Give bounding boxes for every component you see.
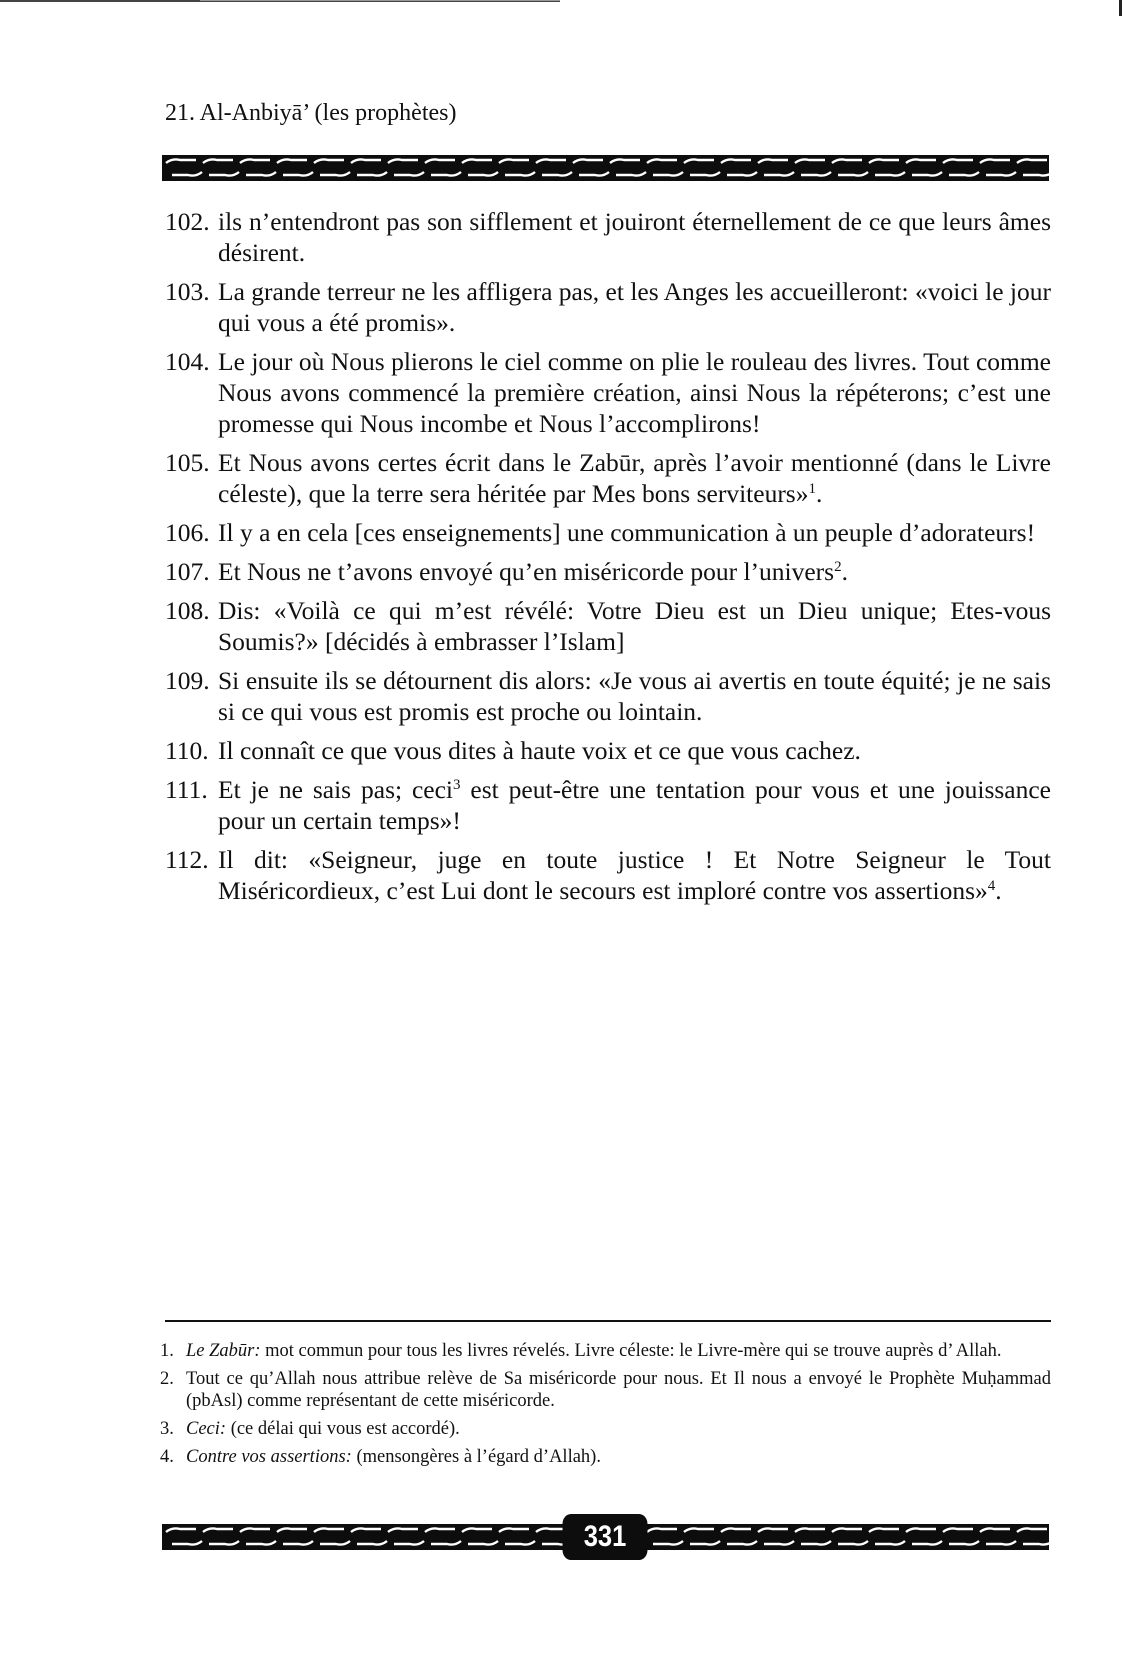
verse-number: 110. [165, 736, 209, 765]
chain-link [431, 1541, 461, 1545]
chain-link [801, 172, 831, 176]
verse-text: Il dit: «Seigneur, juge en toute justice ! Et Notre Seigneur le Tout Miséricordieux, c’est Lui dont le secours est imploré contre vos assertions»$^4$. [218, 845, 1051, 905]
chain-link [172, 1541, 202, 1545]
chain-link [314, 1528, 344, 1532]
chain-link [240, 159, 270, 163]
chain-link [801, 1541, 831, 1545]
chain-link [758, 1528, 788, 1532]
chain-link [949, 172, 979, 176]
chain-link [647, 159, 677, 163]
chain-link [869, 1528, 899, 1532]
verse-number: 105. [165, 448, 210, 477]
footnote-text: Le Zabūr: mot commun pour tous les livres révelés. Livre céleste: le Livre-mère qui se trouve auprès d’ Allah. [186, 1341, 1002, 1361]
verse-number: 108. [165, 596, 210, 625]
chain-link [166, 159, 196, 163]
verse-text: Il connaît ce que vous dites à haute voix et ce que vous cachez. [218, 736, 861, 765]
chain-link [690, 172, 720, 176]
verse-number: 107. [165, 557, 210, 586]
chain-link [277, 159, 307, 163]
chain-link [462, 1528, 492, 1532]
chain-link [394, 172, 424, 176]
verse-item [165, 774, 1051, 836]
verse-number: 111. [165, 775, 208, 804]
chain-link [764, 1541, 794, 1545]
chain-link [505, 172, 535, 176]
verse-text: La grande terreur ne les affligera pas, et les Anges les accueilleront: «voici le jour qui vous a été promis». [218, 277, 1051, 337]
chain-link [1017, 1528, 1047, 1532]
verse-item [165, 665, 1051, 727]
page-number: 331 [563, 1514, 648, 1560]
footnote-ref: 2 [834, 559, 842, 575]
verse-item [165, 735, 1051, 766]
chain-link [499, 159, 529, 163]
verse-item [165, 206, 1051, 268]
chain-link [906, 159, 936, 163]
chain-link [499, 1528, 529, 1532]
footnote-item [160, 1340, 1051, 1362]
footnote-list [160, 1340, 1051, 1474]
footnote-item [160, 1368, 1051, 1412]
chain-link [351, 1528, 381, 1532]
chain-link [351, 159, 381, 163]
footnote-ref: 1 [808, 481, 816, 497]
verse-text: Et Nous avons certes écrit dans le Zabūr, après l’avoir mentionné (dans le Livre céleste), que la terre sera héritée par Mes bons serviteurs»$^1$. [218, 448, 1051, 508]
footnote-term: Le Zabūr: [186, 1341, 261, 1361]
chain-link [240, 1528, 270, 1532]
chain-link [869, 159, 899, 163]
chain-link [610, 159, 640, 163]
chain-link [462, 159, 492, 163]
chain-link [832, 159, 862, 163]
chain-link [209, 172, 239, 176]
chain-link [906, 1528, 936, 1532]
verse-number: 112. [165, 845, 209, 874]
chain-link [795, 159, 825, 163]
footnote-term: Contre vos assertions: [186, 1447, 352, 1467]
verse-text: ils n’entendront pas son sifflement et jouiront éternellement de ce que leurs âmes désirent. [218, 207, 1051, 267]
chain-link [986, 172, 1016, 176]
chain-link [209, 1541, 239, 1545]
chain-link [314, 159, 344, 163]
chain-link [203, 159, 233, 163]
scan-corner-mark [1119, 0, 1122, 16]
chain-link [573, 159, 603, 163]
chain-link [949, 1541, 979, 1545]
chain-link [394, 1541, 424, 1545]
chain-link [912, 1541, 942, 1545]
chain-link [616, 172, 646, 176]
chain-link [388, 159, 418, 163]
chain-link [357, 1541, 387, 1545]
footnote-number: 4. [160, 1447, 174, 1467]
verse-text: Et Nous ne t’avons envoyé qu’en miséricorde pour l’univers$^2$. [218, 557, 848, 586]
chain-link [468, 172, 498, 176]
chain-link [1017, 159, 1047, 163]
footnote-ref: 4 [987, 878, 996, 894]
chain-link [357, 172, 387, 176]
chain-link [943, 159, 973, 163]
verse-number: 102. [165, 207, 210, 236]
chain-link [425, 159, 455, 163]
chain-link [468, 1541, 498, 1545]
verse-number: 103. [165, 277, 210, 306]
chain-link [795, 1528, 825, 1532]
chain-link [838, 172, 868, 176]
footnote-item [160, 1418, 1051, 1440]
verse-number: 109. [165, 666, 210, 695]
chain-link [875, 172, 905, 176]
footnote-ref: 3 [453, 777, 461, 793]
chain-link [684, 159, 714, 163]
footnote-text: Ceci: (ce délai qui vous est accordé). [186, 1419, 460, 1439]
chain-link [1023, 172, 1049, 176]
chain-link [536, 1528, 566, 1532]
chain-link [980, 1528, 1010, 1532]
footnote-text: Tout ce qu’Allah nous attribue relève de Sa miséricorde pour nous. Et Il nous a envoyé le Prophète Muḥammad (pbAsl) comme représentant de cette miséricorde. [186, 1369, 1051, 1411]
chain-link [320, 1541, 350, 1545]
chain-link [943, 1528, 973, 1532]
chain-link [721, 1528, 751, 1532]
chain-link [684, 1528, 714, 1532]
chain-link [246, 172, 276, 176]
chain-link [536, 159, 566, 163]
verse-number: 106. [165, 518, 210, 547]
chain-link [980, 159, 1010, 163]
chain-link [246, 1541, 276, 1545]
footnote-item [160, 1446, 1051, 1468]
chain-link [912, 172, 942, 176]
chain-link [431, 172, 461, 176]
footnote-number: 1. [160, 1341, 174, 1361]
chain-link [166, 1528, 196, 1532]
verse-item [165, 556, 1051, 587]
chain-link [172, 172, 202, 176]
chain-link [579, 172, 609, 176]
chain-pattern [162, 155, 1049, 181]
footnote-number: 2. [160, 1369, 174, 1389]
chain-link [320, 172, 350, 176]
verse-item [165, 517, 1051, 548]
chain-link [838, 1541, 868, 1545]
verse-list [165, 206, 1051, 914]
verse-number: 104. [165, 347, 210, 376]
chain-link [505, 1541, 535, 1545]
chain-link [727, 172, 757, 176]
verse-item [165, 447, 1051, 509]
chain-link [542, 172, 572, 176]
chain-link [277, 1528, 307, 1532]
chain-link [647, 1528, 677, 1532]
chain-link [832, 1528, 862, 1532]
chain-link [283, 1541, 313, 1545]
verse-text: Le jour où Nous plierons le ciel comme on plie le rouleau des livres. Tout comme Nous avons commencé la première création, ainsi Nous la répéterons; c’est une promesse qui Nous incombe et Nous l’accomplirons! [218, 347, 1051, 438]
scan-top-line-faint [200, 0, 560, 1]
verse-text: Il y a en cela [ces enseignements] une communication à un peuple d’adorateurs! [218, 518, 1036, 547]
verse-item [165, 844, 1051, 906]
chain-link [653, 1541, 683, 1545]
ornamental-band-top [162, 155, 1049, 181]
chain-link [875, 1541, 905, 1545]
verse-item [165, 595, 1051, 657]
chain-link [653, 172, 683, 176]
verse-text: Dis: «Voilà ce qui m’est révélé: Votre Dieu est un Dieu unique; Etes-vous Soumis?» [décidés à embrasser l’Islam] [218, 596, 1051, 656]
verse-item [165, 276, 1051, 338]
chain-link [721, 159, 751, 163]
chain-link [1023, 1541, 1049, 1545]
chain-link [986, 1541, 1016, 1545]
footnote-number: 3. [160, 1419, 174, 1439]
footnote-term: Ceci: [186, 1419, 227, 1439]
chain-link [203, 1528, 233, 1532]
verse-text: Si ensuite ils se détournent dis alors: «Je vous ai avertis en toute équité; je ne sais si ce qui vous est promis est proche ou lointain. [218, 666, 1051, 726]
chain-link [690, 1541, 720, 1545]
verse-text: Et je ne sais pas; ceci$^3$ est peut-être une tentation pour vous et une jouissance pour un certain temps»! [218, 775, 1052, 835]
chain-link [758, 159, 788, 163]
chain-link [283, 172, 313, 176]
running-header: 21. Al-Anbiyā’ (les prophètes) [165, 100, 457, 126]
footnote-text: Contre vos assertions: (mensongères à l’égard d’Allah). [186, 1447, 601, 1467]
chain-link [388, 1528, 418, 1532]
chain-link [727, 1541, 757, 1545]
chain-link [425, 1528, 455, 1532]
footnote-divider [165, 1320, 1051, 1322]
verse-item [165, 346, 1051, 439]
chain-link [764, 172, 794, 176]
